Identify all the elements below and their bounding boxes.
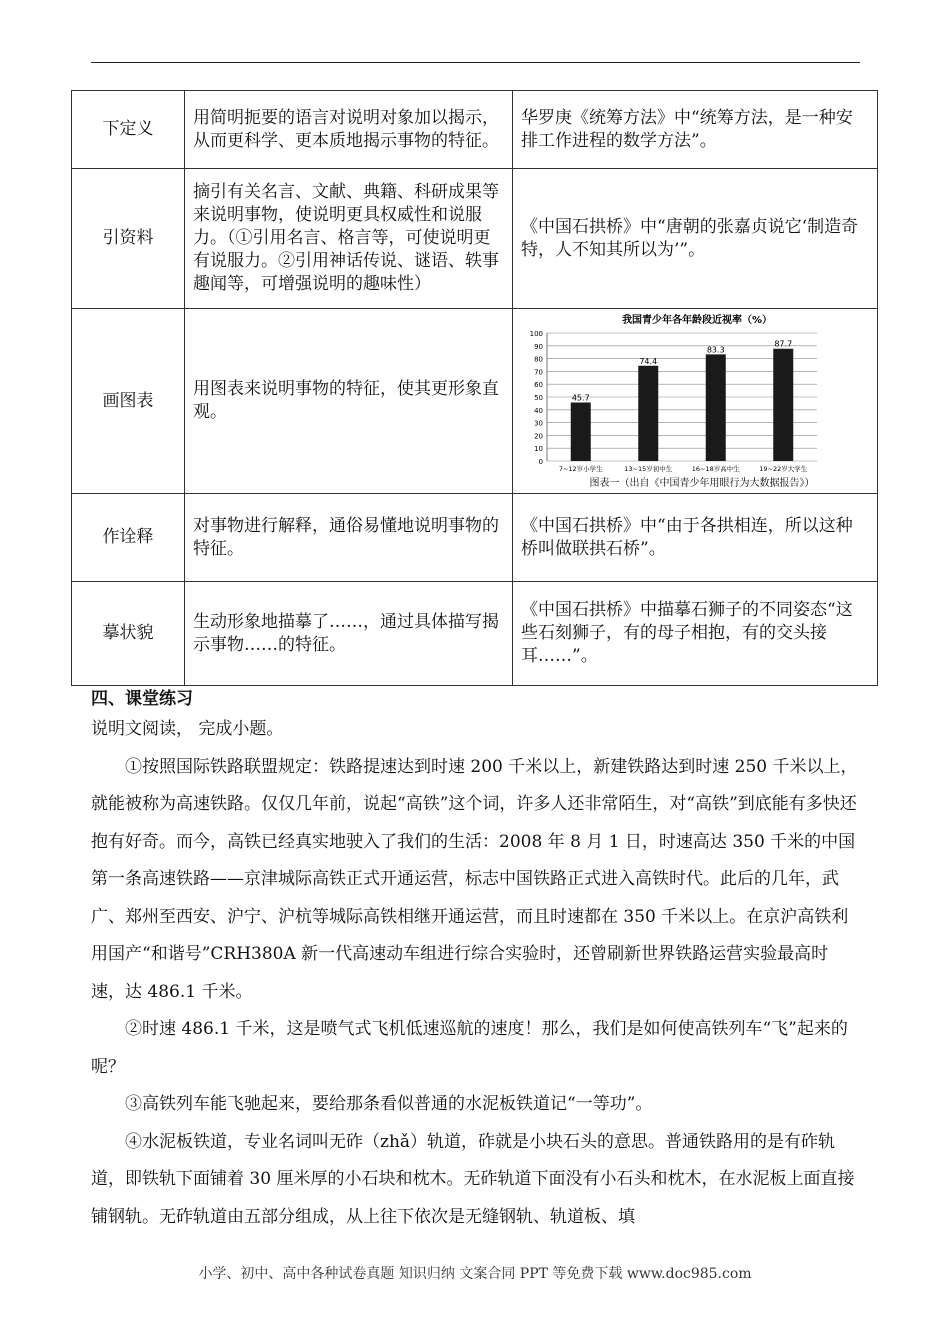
method-description: 对事物进行解释，通俗易懂地说明事物的特征。: [185, 494, 513, 582]
x-tick-label: 7~12岁小学生: [558, 465, 603, 473]
method-description: 摘引有关名言、文献、典籍、科研成果等来说明事物，使说明更具权威性和说服力。（①引用名言、格言等，可使说明更有说服力。②引用神话传说、谜语、轶事趣闻等，可增强说明的趣味性）: [185, 169, 513, 309]
table-row: [72, 169, 878, 309]
bar: [706, 354, 726, 461]
bar: [638, 366, 658, 461]
method-name: 作诠释: [72, 494, 185, 582]
passage-intro: 说明文阅读， 完成小题。: [91, 719, 284, 739]
x-tick-label: 16~18岁高中生: [691, 465, 740, 473]
bar: [571, 403, 591, 461]
y-tick-label: 90: [534, 342, 543, 351]
table-row: [72, 582, 878, 686]
table-row: [72, 494, 878, 582]
method-example-chart: [513, 309, 878, 494]
method-example: 华罗庚《统筹方法》中“统筹方法，是一种安排工作进程的数学方法”。: [513, 91, 878, 169]
passage-paragraph: ④水泥板铁道，专业名词叫无砟（zhǎ）轨道，砟就是小块石头的意思。普通铁路用的是有砟轨道，即铁轨下面铺着 30 厘米厚的小石块和枕木。无砟轨道下面没有小石头和枕木，在水泥板上面直接铺钢轨。无砟轨道由五部分组成，从上往下依次是无缝钢轨、轨道板、填: [91, 1131, 855, 1227]
data-label: 45.7: [571, 393, 590, 403]
passage-paragraph: ③高铁列车能飞驰起来，要给那条看似普通的水泥板铁道记“一等功”。: [125, 1094, 653, 1114]
passage-paragraph: ②时速 486.1 千米，这是喷气式飞机低速巡航的速度！那么，我们是如何使高铁列车“飞”起来的呢？: [91, 1019, 848, 1077]
method-description: 用简明扼要的语言对说明对象加以揭示，从而更科学、更本质地揭示事物的特征。: [185, 91, 513, 169]
reading-passage: [91, 711, 861, 1236]
passage-paragraph: ①按照国际铁路联盟规定：铁路提速达到时速 200 千米以上，新建铁路达到时速 250 千米以上，就能被称为高速铁路。仅仅几年前，说起“高铁”这个词，许多人还非常陌生，对“高铁”到底能有多快还抱有好奇。而今，高铁已经真实地驶入了我们的生活：2008 年 8 月 1 日，时速高达 350 千米的中国第一条高速铁路——京津城际高铁正式开通运营，标志中国铁路正式进入高铁时代。此后的几年，武广、郑州至西安、沪宁、沪杭等城际高铁相继开通运营，而且时速都在 350 千米以上。在京沪高铁利用国产“和谐号”CRH380A 新一代高速动车组进行综合实验时，还曾刷新世界铁路运营实验最高时速，达 486.1 千米。: [91, 756, 858, 1002]
y-tick-label: 0: [538, 458, 543, 466]
section-title: 四、课堂练习: [91, 689, 193, 709]
header-rule: [91, 62, 860, 63]
method-example: 《中国石拱桥》中“由于各拱相连，所以这种桥叫做联拱石桥”。: [513, 494, 878, 582]
myopia-bar-chart: [517, 311, 887, 491]
x-tick-label: 13~15岁初中生: [624, 465, 673, 473]
method-description: 生动形象地描摹了……，通过具体描写揭示事物……的特征。: [185, 582, 513, 686]
x-tick-label: 19~22岁大学生: [759, 465, 808, 473]
y-tick-label: 30: [534, 419, 543, 428]
y-tick-label: 50: [534, 394, 543, 402]
chart-caption: 图表一（出自《中国青少年用眼行为大数据报告》）: [589, 478, 815, 489]
method-name: 摹状貌: [72, 582, 185, 686]
table-row: [72, 309, 878, 494]
method-name: 下定义: [72, 91, 185, 169]
y-tick-label: 10: [534, 445, 543, 454]
table-row: [72, 91, 878, 169]
method-example: 《中国石拱桥》中描摹石狮子的不同姿态“这些石刻狮子，有的母子相抱，有的交头接耳……”。: [513, 582, 878, 686]
method-name: 引资料: [72, 169, 185, 309]
bar: [773, 349, 793, 461]
y-tick-label: 20: [534, 432, 543, 441]
data-label: 87.7: [774, 339, 793, 349]
method-table: [71, 90, 878, 686]
chart-title: 我国青少年各年龄段近视率（%）: [621, 315, 773, 326]
page-footer: 小学、初中、高中各种试卷真题 知识归纳 文案合同 PPT 等免费下载 www.doc985.com: [198, 1266, 752, 1282]
y-tick-label: 60: [534, 381, 543, 390]
y-tick-label: 100: [529, 330, 543, 338]
method-example: 《中国石拱桥》中“唐朝的张嘉贞说它‘制造奇特，人不知其所以为’”。: [513, 169, 878, 309]
y-tick-label: 40: [534, 406, 543, 415]
method-description: 用图表来说明事物的特征，使其更形象直观。: [185, 309, 513, 494]
y-tick-label: 80: [534, 355, 543, 364]
data-label: 74.4: [639, 356, 658, 366]
method-name: 画图表: [72, 309, 185, 494]
data-label: 83.3: [706, 345, 725, 355]
y-tick-label: 70: [534, 368, 543, 377]
